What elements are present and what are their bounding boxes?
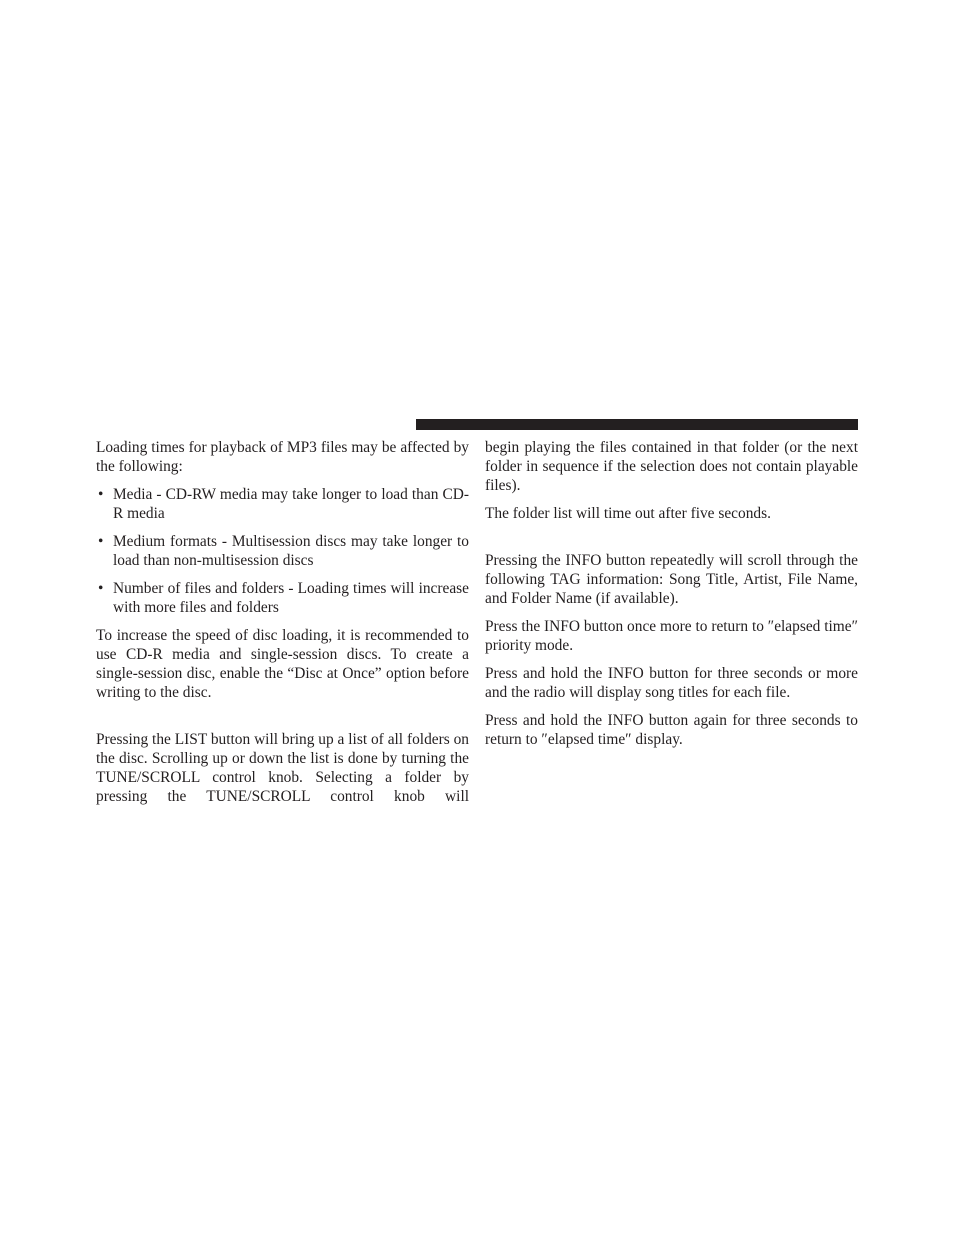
right-column — [485, 438, 858, 758]
info-hold-again-paragraph: Press and hold the INFO button again for three seconds to return to ″elapsed time″ display. — [485, 712, 858, 748]
list-item-text: Media - CD-RW media may take longer to load than CD-R media — [113, 486, 469, 522]
info-once-more-paragraph: Press the INFO button once more to return to ″elapsed time″ priority mode. — [485, 618, 858, 654]
list-item — [96, 485, 469, 523]
section-gap — [96, 711, 469, 730]
list-item — [96, 579, 469, 617]
list-item — [96, 532, 469, 570]
section-gap — [485, 532, 858, 551]
info-hold-paragraph: Press and hold the INFO button for three seconds or more and the radio will display song titles for each file. — [485, 665, 858, 701]
intro-paragraph: Loading times for playback of MP3 files may be affected by the following: — [96, 439, 469, 475]
loading-factors-list — [96, 485, 469, 617]
speed-paragraph: To increase the speed of disc loading, it is recommended to use CD-R media and single-session discs. To create a single-session disc, enable the “Disc at Once” option before writing to the disc. — [96, 627, 469, 701]
bullet-icon: • — [98, 580, 104, 597]
bullet-icon: • — [98, 486, 104, 503]
list-item-text: Number of files and folders - Loading times will increase with more files and folders — [113, 580, 469, 616]
list-continued-paragraph: begin playing the files contained in that folder (or the next folder in sequence if the selection does not contain playable files). — [485, 439, 858, 494]
bullet-icon: • — [98, 533, 104, 550]
left-column — [96, 438, 469, 815]
section-header-bar — [416, 419, 858, 430]
list-button-paragraph: Pressing the LIST button will bring up a list of all folders on the disc. Scrolling up or down the list is done by turning the TUNE/SCROLL control knob. Selecting a folder by pressing the TUNE/SCROLL control knob will — [96, 731, 469, 805]
info-button-paragraph: Pressing the INFO button repeatedly will scroll through the following TAG information: Song Title, Artist, File Name, and Folder Name (if available). — [485, 552, 858, 607]
list-item-text: Medium formats - Multisession discs may take longer to load than non-multisession discs — [113, 533, 469, 569]
timeout-paragraph: The folder list will time out after five seconds. — [485, 505, 771, 522]
